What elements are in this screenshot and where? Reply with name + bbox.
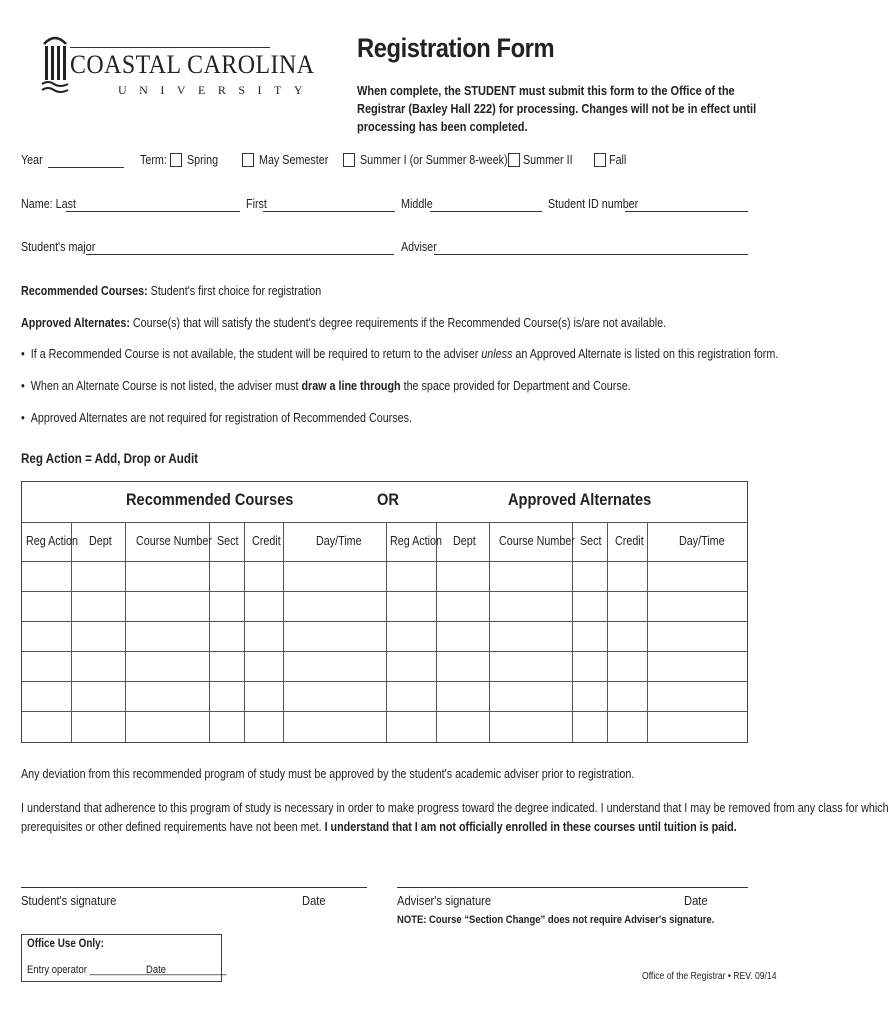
- summer1-label: Summer I (or Summer 8-week): [360, 153, 508, 167]
- student-signature-label: Student's signature: [21, 893, 117, 908]
- logo-name: COASTAL CAROLINA: [70, 50, 315, 79]
- bullet-dot: •: [21, 379, 31, 393]
- summer2-checkbox[interactable]: [508, 153, 520, 167]
- col-reg-action: Reg Action: [26, 534, 79, 548]
- understand-statement-1: I understand that adherence to this program of study is necessary in order to make progress toward the degree indicated. I understand that I may be removed from any class for which: [21, 801, 889, 815]
- bullet-1: [21, 347, 778, 361]
- bullet-3: [21, 411, 412, 425]
- column-divider: [125, 522, 126, 742]
- recommended-courses-note: [21, 284, 321, 298]
- bullet-dot: •: [21, 411, 31, 425]
- col-credit: Credit: [252, 534, 281, 548]
- bullet-2-pre: When an Alternate Course is not listed, the adviser must: [30, 379, 299, 393]
- col-alt-course-number: Course Number: [499, 534, 575, 548]
- bullet-1-pre: If a Recommended Course is not available, the student will be required to return to the adviser: [30, 347, 479, 361]
- alternates-label: Approved Alternates:: [21, 316, 130, 330]
- student-signature-line[interactable]: [21, 887, 367, 888]
- bullet-3-text: Approved Alternates are not required for registration of Recommended Courses.: [30, 411, 412, 425]
- alternates-text: Course(s) that will satisfy the student's degree requirements if the Recommended Course(s) is/are not available.: [132, 316, 667, 330]
- row-divider: [22, 681, 747, 682]
- recommended-label: Recommended Courses:: [21, 284, 148, 298]
- middle-name-input[interactable]: [430, 211, 542, 212]
- adviser-date-label: Date: [684, 893, 708, 908]
- office-use-box: [21, 934, 227, 982]
- deviation-statement: Any deviation from this recommended program of study must be approved by the student's academic adviser prior to registration.: [21, 767, 635, 781]
- logo-rule: [70, 47, 270, 48]
- course-table: [21, 481, 748, 743]
- term-label: Term:: [140, 153, 167, 167]
- last-name-input[interactable]: [66, 211, 240, 212]
- may-semester-checkbox[interactable]: [242, 153, 254, 167]
- col-day-time: Day/Time: [316, 534, 362, 548]
- entry-operator-field[interactable]: Entry operator _______________: [27, 964, 169, 976]
- first-name-input[interactable]: [263, 211, 395, 212]
- bullet-1-emphasis: unless: [481, 347, 513, 361]
- col-alt-sect: Sect: [580, 534, 602, 548]
- col-dept: Dept: [89, 534, 112, 548]
- approved-alternates-heading: Approved Alternates: [508, 490, 652, 509]
- spring-checkbox[interactable]: [170, 153, 182, 167]
- row-divider: [22, 561, 747, 562]
- col-alt-day-time: Day/Time: [679, 534, 725, 548]
- recommended-courses-heading: Recommended Courses: [126, 490, 294, 509]
- column-divider: [71, 522, 72, 742]
- bullet-1-post: an Approved Alternate is listed on this registration form.: [515, 347, 779, 361]
- col-alt-dept: Dept: [453, 534, 476, 548]
- column-divider: [489, 522, 490, 742]
- name-last-label: Name: Last: [21, 197, 76, 211]
- row-divider: [22, 711, 747, 712]
- adviser-label: Adviser: [401, 240, 437, 254]
- bullet-2-post: the space provided for Department and Course.: [403, 379, 631, 393]
- col-sect: Sect: [217, 534, 239, 548]
- revision-note: Office of the Registrar • REV. 09/14: [642, 971, 777, 982]
- row-divider: [22, 591, 747, 592]
- spring-label: Spring: [187, 153, 219, 167]
- column-divider: [386, 522, 387, 742]
- adviser-signature-line[interactable]: [397, 887, 748, 888]
- column-divider: [209, 522, 210, 742]
- bullet-dot: •: [21, 347, 31, 361]
- student-id-label: Student ID number: [548, 197, 639, 211]
- bullet-2: [21, 379, 631, 393]
- column-divider: [572, 522, 573, 742]
- office-use-label: Office Use Only:: [27, 938, 104, 950]
- col-alt-credit: Credit: [615, 534, 644, 548]
- student-id-input[interactable]: [625, 211, 748, 212]
- year-input[interactable]: [48, 167, 124, 168]
- year-label: Year: [21, 153, 43, 167]
- row-divider: [22, 651, 747, 652]
- summer2-label: Summer II: [523, 153, 573, 167]
- office-date-field[interactable]: Date ___________: [146, 964, 227, 976]
- col-alt-reg-action: Reg Action: [390, 534, 443, 548]
- row-divider: [22, 621, 747, 622]
- university-logo: [40, 30, 315, 105]
- section-change-note: NOTE: Course “Section Change” does not require Adviser's signature.: [397, 914, 715, 926]
- adviser-input[interactable]: [434, 254, 748, 255]
- page-subtitle: When complete, the STUDENT must submit this form to the Office of the Registrar (Baxley Hall 222) for processing. Changes will not be in effect until processing has been completed.: [357, 84, 757, 134]
- or-heading: OR: [377, 490, 399, 509]
- column-divider: [436, 522, 437, 742]
- adviser-signature-label: Adviser's signature: [397, 893, 492, 908]
- recommended-text: Student's first choice for registration: [150, 284, 322, 298]
- col-course-number: Course Number: [136, 534, 212, 548]
- understand-statement-2: [21, 820, 737, 834]
- approved-alternates-note: [21, 316, 666, 330]
- first-name-label: First: [246, 197, 267, 211]
- column-divider: [244, 522, 245, 742]
- student-date-label: Date: [302, 893, 326, 908]
- fall-checkbox[interactable]: [594, 153, 606, 167]
- major-label: Student's major: [21, 240, 96, 254]
- major-input[interactable]: [86, 254, 394, 255]
- understand-statement-2-pre: prerequisites or other defined requirements have not been met.: [21, 820, 322, 834]
- column-divider: [647, 522, 648, 742]
- page-title: Registration Form: [357, 33, 555, 63]
- reg-action-legend: Reg Action = Add, Drop or Audit: [21, 451, 199, 466]
- understand-statement-2-bold: I understand that I am not officially enrolled in these courses until tuition is paid.: [324, 820, 737, 834]
- fall-label: Fall: [609, 153, 627, 167]
- bullet-2-bold: draw a line through: [301, 379, 401, 393]
- header-divider: [22, 522, 747, 523]
- column-divider: [283, 522, 284, 742]
- column-divider: [607, 522, 608, 742]
- columns-icon: [40, 30, 70, 100]
- logo-university: UNIVERSITY: [118, 83, 315, 97]
- may-semester-label: May Semester: [259, 153, 329, 167]
- summer1-checkbox[interactable]: [343, 153, 355, 167]
- middle-name-label: Middle: [401, 197, 433, 211]
